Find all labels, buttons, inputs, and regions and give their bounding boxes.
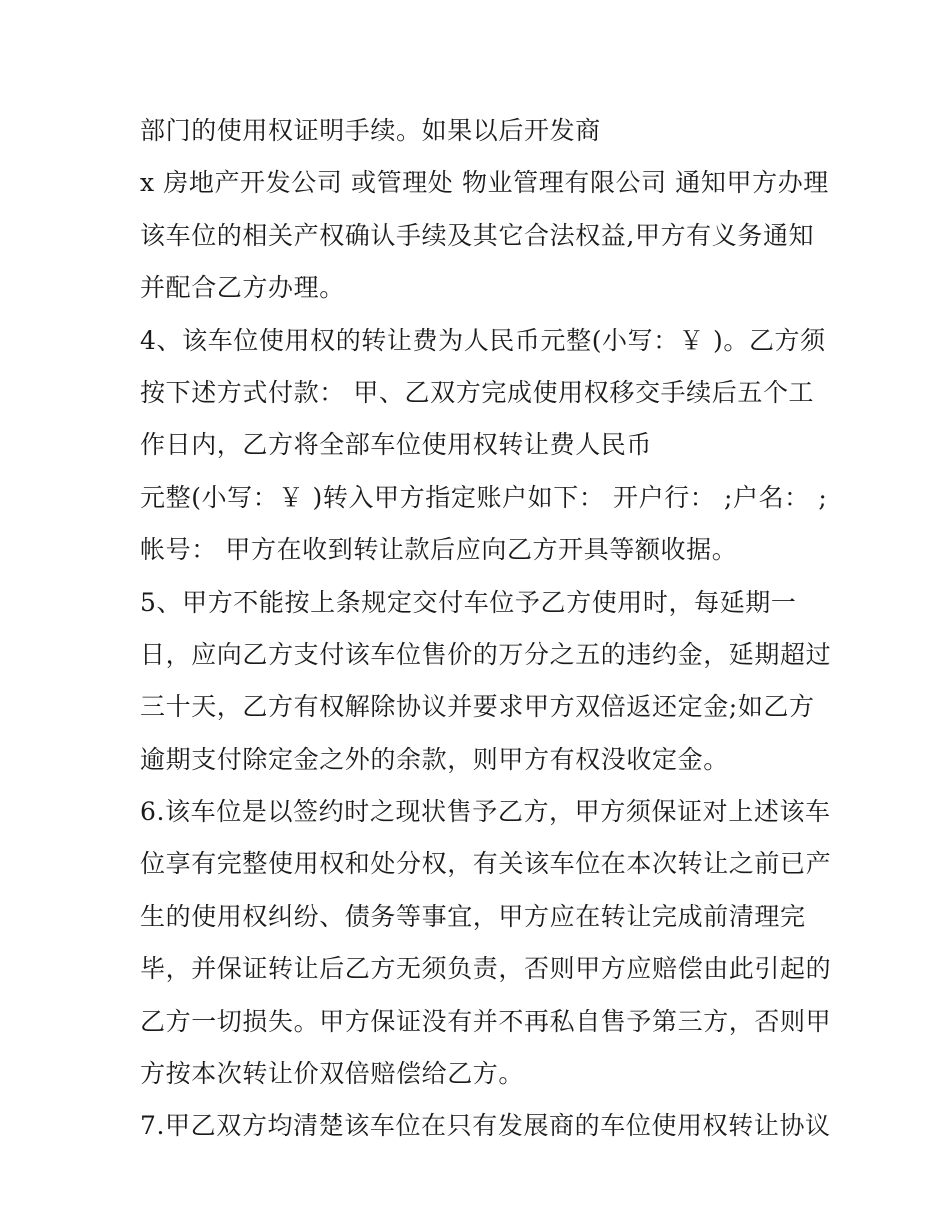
text-line: 元整(小写：￥ )转入甲方指定账户如下： 开户行： ;户名： ;	[140, 482, 828, 512]
clause-4-line: 4、该车位使用权的转让费为人民币元整(小写：￥ )。乙方须	[140, 325, 826, 355]
text-line: 三十天，乙方有权解除协议并要求甲方双倍返还定金;如乙方	[140, 692, 815, 722]
text-line: x 房地产开发公司 或管理处 物业管理有限公司 通知甲方办理	[140, 168, 829, 198]
text-line: 并配合乙方办理。	[140, 273, 345, 303]
clause-6-line: 6.该车位是以签约时之现状售予乙方，甲方须保证对上述该车	[140, 797, 831, 827]
text-line: 乙方一切损失。甲方保证没有并不再私自售予第三方，否则甲	[140, 1006, 832, 1036]
text-line: 作日内，乙方将全部车位使用权转让费人民币	[140, 430, 653, 460]
text-line: 逾期支付除定金之外的余款，则甲方有权没收定金。	[140, 744, 729, 774]
text-line: 该车位的相关产权确认手续及其它合法权益,甲方有义务通知	[140, 220, 815, 250]
document-body	[140, 105, 830, 1153]
text-line: 部门的使用权证明手续。如果以后开发商	[140, 116, 601, 145]
clause-7-line: 7.甲乙双方均清楚该车位在只有发展商的车位使用权转让协议	[140, 1111, 831, 1141]
text-line: 生的使用权纠纷、债务等事宜，甲方应在转让完成前清理完	[140, 901, 806, 931]
text-line: 毕，并保证转让后乙方无须负责，否则甲方应赔偿由此引起的	[140, 954, 832, 984]
text-line: 按下述方式付款： 甲、乙双方完成使用权移交手续后五个工	[140, 377, 815, 407]
clause-5-line: 5、甲方不能按上条规定交付车位予乙方使用时，每延期一	[140, 587, 797, 617]
text-line: 方按本次转让价双倍赔偿给乙方。	[140, 1059, 525, 1089]
text-line: 日，应向乙方支付该车位售价的万分之五的违约金，延期超过	[140, 639, 832, 669]
text-line: 帐号： 甲方在收到转让款后应向乙方开具等额收据。	[140, 535, 738, 565]
text-line: 位享有完整使用权和处分权，有关该车位在本次转让之前已产	[140, 849, 832, 879]
